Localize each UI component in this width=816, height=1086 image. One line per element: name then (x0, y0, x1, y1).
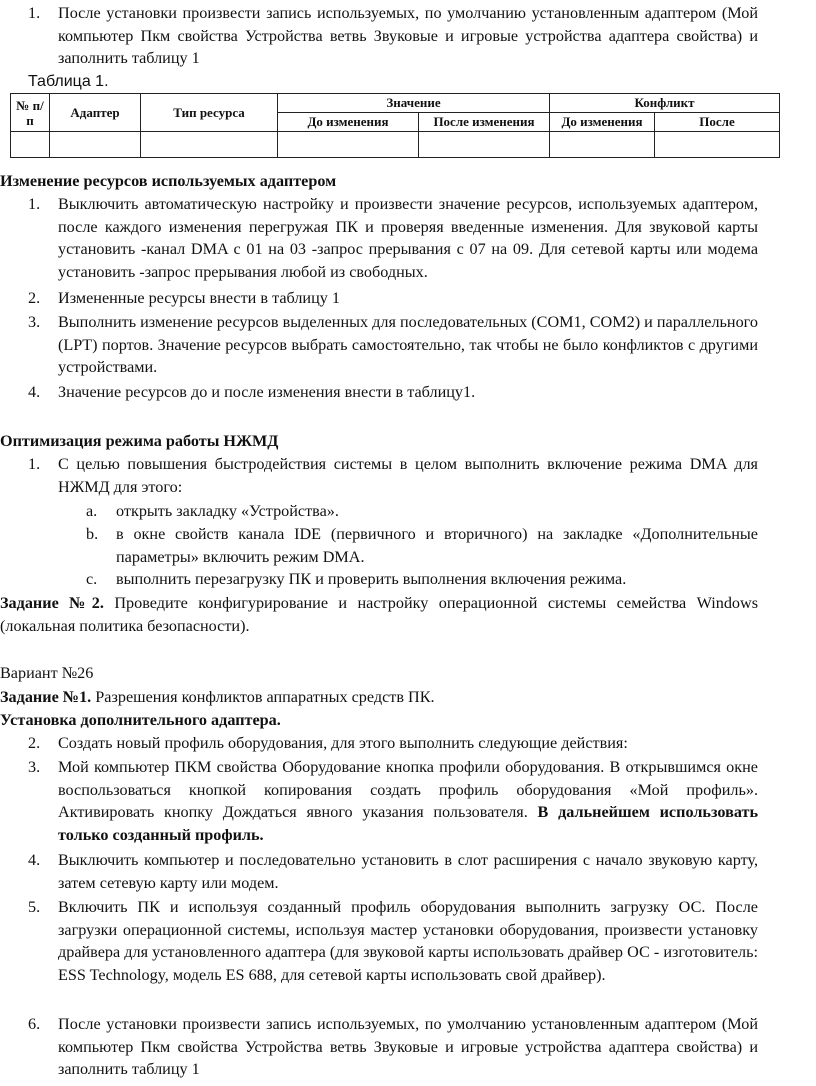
table-cell (655, 132, 780, 158)
list-number: 2. (28, 734, 41, 752)
list-number: 5. (28, 898, 41, 916)
sublist-letter: a. (86, 502, 98, 520)
list-number: 1. (28, 4, 41, 22)
col-value-header: Значение (278, 94, 550, 113)
task2-text: Проведите конфигурирование и настройку операционной системы семейства Windows (локальная политика безопасности). (0, 594, 759, 635)
list-item-text: Значение ресурсов до и после изменения внести в таблицу1. (58, 383, 476, 401)
sublist-letter: b. (86, 525, 99, 543)
list-item-text: Выполнить изменение ресурсов выделенных для последовательных (COM1, COM2) и параллельного (LPT) портов. Значение ресурсов выбрать самостоятельно, так чтобы не было конфликтов с другими устройствами. (58, 313, 758, 376)
variant-label: Вариант №26 (0, 664, 94, 682)
task1-label: Задание №1. (0, 688, 92, 706)
col-number-header: № п/п (11, 94, 50, 132)
table-cell (50, 132, 141, 158)
table-cell (11, 132, 50, 158)
table-cell (278, 132, 419, 158)
sublist-text: открыть закладку «Устройства». (116, 502, 339, 520)
task2-label: Задание №2. (0, 594, 104, 612)
list-item-text: После установки произвести запись используемых, по умолчанию установленным адаптером (Мой компьютер Пкм свойства Устройства ветвь Звуковые и игровые устройства адаптера свойства) и заполнить таблицу 1 (58, 4, 758, 67)
list-item-bold-tail: В дальнейшем использовать только созданный профиль. (58, 803, 758, 844)
col-conflict-after: После (655, 113, 780, 132)
list-item-text: После установки произвести запись используемых, по умолчанию установленным адаптером (Мой компьютер Пкм свойства Устройства ветвь Звуковые и игровые устройства адаптера свойства) и заполнить таблицу 1 (58, 1015, 758, 1078)
list-number: 2. (28, 289, 41, 307)
sublist-letter: c. (86, 570, 98, 588)
table-cell (141, 132, 278, 158)
list-number: 4. (28, 851, 41, 869)
list-number: 1. (28, 195, 41, 213)
col-type-header: Тип ресурса (141, 94, 278, 132)
sublist-text: в окне свойств канала IDE (первичного и вторичного) на закладке «Дополнительные параметры» включить режим DMA. (116, 525, 758, 566)
list-number: 3. (28, 758, 41, 776)
list-item-text: Создать новый профиль оборудования, для этого выполнить следующие действия: (58, 734, 628, 752)
col-conflict-header: Конфликт (550, 94, 780, 113)
col-value-before: До изменения (278, 113, 419, 132)
col-adapter-header: Адаптер (50, 94, 141, 132)
list-item-text: Включить ПК и используя созданный профиль оборудования выполнить загрузку ОС. После загрузки операционной системы, используя мастер установки оборудования, произвести установку драйвера для установленного адаптера (для звуковой карты использовать драйвер ОС - изготовитель: ESS Technology, модель ES 688, для сетевой карты использовать свой драйвер). (58, 898, 758, 984)
list-item-text: Выключить автоматическую настройку и произвести значение ресурсов, используемых адаптером, после каждого изменения перегружая ПК и проверяя введенные изменения. Для звуковой карты установить -канал DMA с 01 на 03 -запрос прерывания с 07 на 09. Для сетевой карты или модема установить -запрос прерывания любой из свободных. (58, 195, 758, 281)
task1-text: Разрешения конфликтов аппаратных средств ПК. (91, 688, 435, 706)
list-number: 6. (28, 1015, 41, 1033)
table-cell (550, 132, 655, 158)
section-heading: Установка дополнительного адаптера. (0, 711, 281, 729)
col-value-after: После изменения (419, 113, 550, 132)
section-heading: Изменение ресурсов используемых адаптером (0, 172, 337, 190)
list-number: 3. (28, 313, 41, 331)
list-item-text: Измененные ресурсы внести в таблицу 1 (58, 289, 340, 307)
list-item-text: Выключить компьютер и последовательно установить в слот расширения с начало звуковую карту, затем сетевую карту или модем. (58, 851, 758, 892)
list-item-text: С целью повышения быстродействия системы в целом выполнить включение режима DMA для НЖМД для этого: (58, 455, 758, 496)
task1-paragraph (0, 686, 435, 708)
table-cell (419, 132, 550, 158)
resource-table (10, 93, 780, 158)
table-caption: Таблица 1. (28, 73, 109, 90)
col-conflict-before: До изменения (550, 113, 655, 132)
list-item-main: Мой компьютер ПКМ свойства Оборудование кнопка профили оборудования. В открывшимся окне воспользоваться кнопкой копирования создать профиль оборудования «Мой профиль». Активировать кнопку Дождаться явного указания пользователя. (58, 758, 758, 821)
task2-paragraph (0, 592, 758, 637)
sublist-text: выполнить перезагрузку ПК и проверить выполнения включения режима. (116, 570, 627, 588)
section-heading: Оптимизация режима работы НЖМД (0, 432, 279, 450)
list-number: 1. (28, 455, 41, 473)
list-item-text (58, 756, 758, 846)
list-number: 4. (28, 383, 41, 401)
